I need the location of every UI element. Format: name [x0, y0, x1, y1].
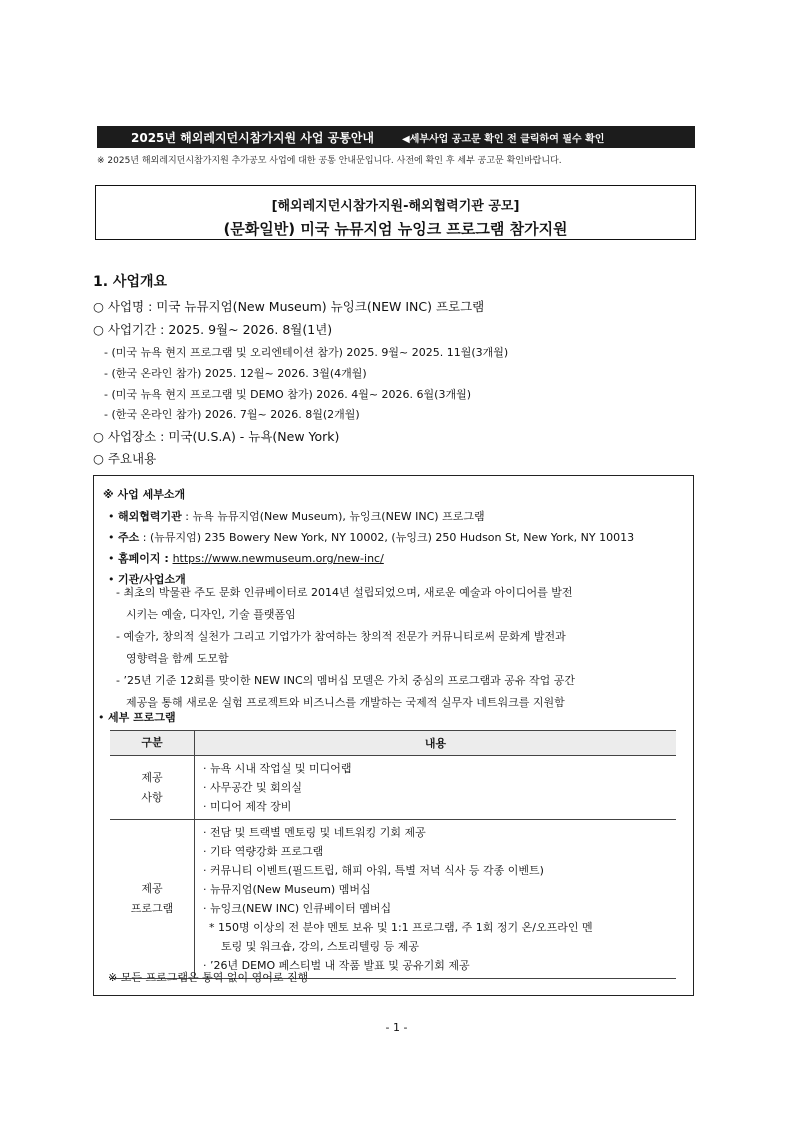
list-note: * 150명 이상의 전 분야 멘토 보유 및 1:1 프로그램, 주 1회 정기 온/오프라인 멘: [209, 921, 593, 934]
table-content-cell: [195, 756, 677, 820]
address-line: [108, 529, 634, 545]
title-line-2: (문화일반) 미국 뉴뮤지엄 뉴잉크 프로그램 참가지원: [223, 220, 568, 238]
overview-item-content: ○ 주요내용: [93, 451, 157, 466]
table-header-content: 내용: [195, 731, 677, 756]
overview-item-location: ○ 사업장소 : 미국(U.S.A) - 뉴욕(New York): [93, 429, 340, 444]
category-text: 사항: [141, 790, 163, 804]
table-category-cell: [110, 756, 195, 820]
list-item: · 기타 역량강화 프로그램: [203, 845, 324, 858]
about-text: 제공을 통해 새로운 실험 프로젝트와 비즈니스를 개발하는 국제적 실무자 네트워크를 지원함: [126, 696, 565, 709]
table-header-category: 구분: [110, 731, 195, 756]
category-text: 프로그램: [130, 902, 174, 915]
address-label: 주소: [118, 531, 140, 544]
about-text: - 예술가, 창의적 실천가 그리고 기업가가 참여하는 창의적 전문가 커뮤니티로써 문화계 발전과: [116, 630, 566, 643]
table-header-row: [110, 731, 676, 756]
category-text: 제공: [141, 882, 163, 895]
list-item: · 뉴뮤지엄(New Museum) 멤버십: [203, 883, 371, 896]
about-paragraphs: [116, 582, 688, 714]
notice-text: ※ 2025년 해외레지던시참가지원 추가공모 사업에 대한 공통 안내문입니다. 사전에 확인 후 세부 공고문 확인바랍니다.: [97, 156, 562, 166]
about-text: - 최초의 박물관 주도 문화 인큐베이터로 2014년 설립되었으며, 새로운 예술과 아이디어를 발전: [116, 586, 573, 599]
table-row: [110, 820, 676, 979]
list-item: · 뉴욕 시내 작업실 및 미디어랩: [203, 762, 352, 775]
partner-label: 해외협력기관: [118, 510, 182, 523]
program-table: [110, 730, 676, 979]
top-banner: [97, 126, 695, 148]
bullet-icon: •: [98, 711, 105, 724]
list-note: 토링 및 워크숍, 강의, 스토리텔링 등 제공: [221, 940, 419, 953]
homepage-label: 홈페이지 :: [118, 552, 173, 565]
section-heading: 1. 사업개요: [93, 274, 168, 290]
title-box: [95, 185, 696, 240]
period-detail: - (미국 뉴욕 현지 프로그램 및 오리엔테이션 참가) 2025. 9월~ 2025. 11월(3개월): [104, 346, 509, 359]
period-detail: - (한국 온라인 참가) 2025. 12월~ 2026. 3월(4개월): [104, 367, 367, 380]
overview-item-period: ○ 사업기간 : 2025. 9월~ 2026. 8월(1년): [93, 322, 333, 337]
title-line-1: [해외레지던시참가지원-해외협력기관 공모]: [271, 199, 520, 214]
footnote: ※ 모든 프로그램은 통역 없이 영어로 진행: [108, 971, 309, 984]
about-text: 시키는 예술, 디자인, 기술 플랫폼임: [126, 608, 296, 621]
bullet-icon: •: [108, 552, 115, 565]
homepage-link[interactable]: https://www.newmuseum.org/new-inc/: [172, 552, 384, 565]
period-detail: - (미국 뉴욕 현지 프로그램 및 DEMO 참가) 2026. 4월~ 2026. 6월(3개월): [104, 388, 472, 401]
list-item: · 뉴잉크(NEW INC) 인큐베이터 멤버십: [203, 902, 392, 915]
list-item: · ’26년 DEMO 페스티벌 내 작품 발표 및 공유기회 제공: [203, 959, 470, 972]
overview-item-name: ○ 사업명 : 미국 뉴뮤지엄(New Museum) 뉴잉크(NEW INC) 프로그램: [93, 299, 485, 314]
homepage-line: [108, 550, 384, 566]
program-line: [98, 709, 176, 725]
program-label: 세부 프로그램: [108, 711, 176, 724]
period-detail: - (한국 온라인 참가) 2026. 7월~ 2026. 8월(2개월): [104, 408, 360, 421]
banner-title: 2025년 해외레지던시참가지원 사업 공통안내: [131, 130, 374, 145]
partner-value: : 뉴욕 뉴뮤지엄(New Museum), 뉴잉크(NEW INC) 프로그램: [181, 510, 485, 523]
table-category-cell: [110, 820, 195, 979]
partner-line: [108, 508, 485, 524]
page-number: - 1 -: [385, 1021, 408, 1034]
list-item: · 사무공간 및 회의실: [203, 781, 302, 794]
bullet-icon: •: [108, 510, 115, 523]
detail-heading: ※ 사업 세부소개: [103, 488, 186, 501]
banner-link[interactable]: ◀세부사업 공고문 확인 전 클릭하여 필수 확인: [402, 133, 605, 145]
list-item: · 커뮤니티 이벤트(필드트립, 해피 아워, 특별 저녁 식사 등 각종 이벤트): [203, 864, 544, 877]
bullet-icon: •: [108, 531, 115, 544]
table-content-cell: [195, 820, 677, 979]
about-text: - ’25년 기준 12회를 맞이한 NEW INC의 멤버십 모델은 가치 중심의 프로그램과 공유 작업 공간: [116, 674, 576, 687]
table-row: [110, 756, 676, 820]
bullet-icon: •: [108, 573, 115, 586]
about-text: 영향력을 함께 도모함: [126, 652, 229, 665]
list-item: · 전담 및 트랙별 멘토링 및 네트워킹 기회 제공: [203, 826, 426, 839]
category-text: 제공: [141, 770, 163, 784]
address-value: : (뉴뮤지엄) 235 Bowery New York, NY 10002, (뉴잉크) 250 Hudson St, New York, NY 10013: [139, 531, 635, 544]
list-item: · 미디어 제작 장비: [203, 800, 292, 813]
about-label: 기관/사업소개: [118, 573, 186, 586]
